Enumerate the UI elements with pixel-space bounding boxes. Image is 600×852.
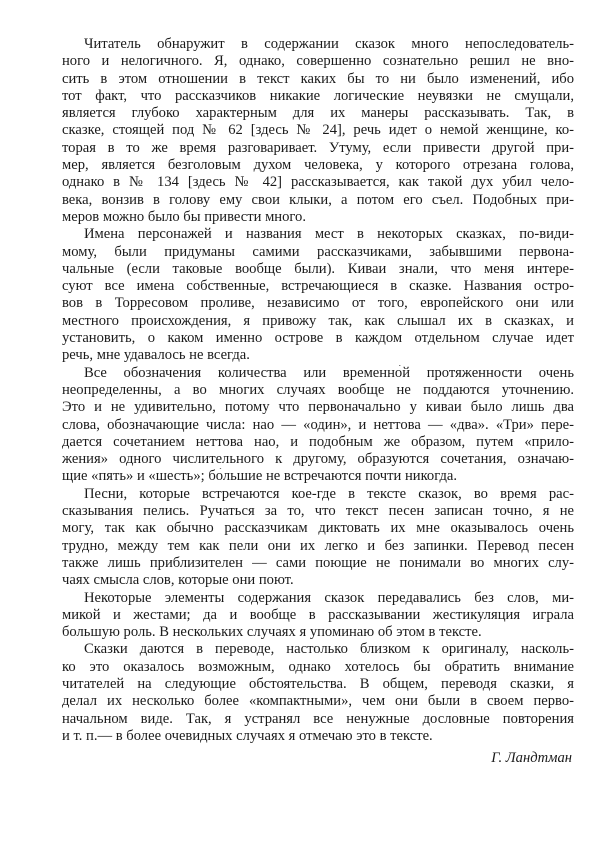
text-line: установить, о каком именно острове в каждом отдельном случае идет — [62, 330, 574, 347]
text-line: чаях смысла слов, которые они поют. — [62, 572, 294, 589]
text-line: дается сочетанием неттова нао, и подобным же образом, путем «прило- — [62, 433, 574, 450]
text-line: читателей на следующие обстоятельства. В общем, переводя сказки, я — [62, 675, 574, 692]
paragraph — [62, 590, 574, 642]
text-line: могу, так как обычно рассказчикам диктовать их мне оказывалось очень — [62, 520, 574, 537]
text-line: Сказки даются в переводе, настолько близком к оригиналу, насколь- — [84, 641, 574, 658]
text-line: является глубоко характерным для их манеры рассказывать. Так, в — [62, 105, 574, 122]
text-line: века, вонзив в голову ему свои клыки, а потом его съел. Подобных при- — [62, 191, 574, 208]
text-line: Песни, которые встречаются кое-где в тексте сказок, во время рас- — [84, 485, 574, 502]
text-line: делал их несколько более «компактными», чем они были в своем перво- — [62, 693, 574, 710]
paragraph — [62, 641, 574, 745]
text-line: жения» одного числительного к другому, образуются сочетания, означаю- — [62, 451, 574, 468]
text-line: Это и не удивительно, потому что первоначально у киваи было лишь два — [62, 399, 574, 416]
text-line: начальном виде. Так, я устранял все ненужные дословные повторения — [62, 710, 574, 727]
text-line: меров можно было бы привести много. — [62, 208, 306, 225]
text-line: большую роль. В нескольких случаях я упоминаю об этом в тексте. — [62, 624, 482, 641]
text-line: местного происхождения, я привожу так, как слышал их в сказках, и — [62, 312, 574, 329]
text-line: Все обозначения количества или временно́й протяженности очень — [84, 364, 574, 381]
text-line: и т. п.— в более очевидных случаях я отмечаю это в тексте. — [62, 727, 433, 744]
text-line: сить в этом отношении в текст каких бы то ни было изменений, ибо — [62, 70, 574, 87]
paragraph — [62, 36, 574, 226]
text-line: мому, были придуманы самими рассказчиками, забывшими первона- — [62, 243, 574, 260]
text-line: Имена персонажей и названия мест в некоторых сказках, по-види- — [84, 226, 574, 243]
text-line: тот факт, что рассказчиков никакие логические неувязки не смущали, — [62, 87, 574, 104]
text-line: речь, мне удавалось не всегда. — [62, 347, 250, 364]
text-line: чальные (если таковые вообще были). Киваи знали, что меня интере- — [62, 260, 574, 277]
text-line: также лишь приблизителен — сами поющие не понимали во многих слу- — [62, 554, 574, 571]
paragraph — [62, 486, 574, 590]
text-line: суют все имена собственные, встречающиеся в сказке. Названия остро- — [62, 278, 574, 295]
text-line: щие «пять» и «шесть»; бо́льшие не встречаются почти никогда. — [62, 468, 458, 485]
text-line: сказывания пелись. Ручаться за то, что текст песен записан точно, я не — [62, 503, 574, 520]
text-line: микой и жестами; да и вообще в рассказывании жестикуляция играла — [62, 606, 574, 623]
paragraph — [62, 226, 574, 364]
paragraph — [62, 365, 574, 486]
text-line: торая в то же время разговаривает. Утуму, если привести другой при- — [62, 139, 574, 156]
text-line: вов в Торресовом проливе, независимо от того, европейского они или — [62, 295, 574, 312]
text-line: трудно, между тем как пели они их легко и без запинки. Перевод песен — [62, 537, 574, 554]
text-line: слова, обозначающие числа: нао — «один», и неттова — «два». «Три» пере- — [62, 416, 574, 433]
author-signature: Г. Ландтман — [491, 750, 572, 767]
text-line: однако в № 134 [здесь № 42] рассказывается, как такой дух убил чело- — [62, 174, 574, 191]
text-line: сказке, стоящей под № 62 [здесь № 24], речь идет о немой женщине, ко- — [62, 122, 574, 139]
text-line: Некоторые элементы содержания сказок передавались без слов, ми- — [84, 589, 574, 606]
text-line: ко это оказалось возможным, однако хотелось бы обратить внимание — [62, 658, 574, 675]
document-page — [62, 36, 574, 771]
text-line: Читатель обнаружит в содержании сказок много непоследователь- — [84, 36, 574, 52]
text-line: неопределенны, а во многих случаях вообще не поддаются уточнению. — [62, 381, 574, 398]
text-line: мер, является безголовым духом человека, у которого отрезана голова, — [62, 157, 574, 174]
text-line: ного и нелогичного. Я, однако, совершенно сознательно решил не вно- — [62, 53, 574, 70]
